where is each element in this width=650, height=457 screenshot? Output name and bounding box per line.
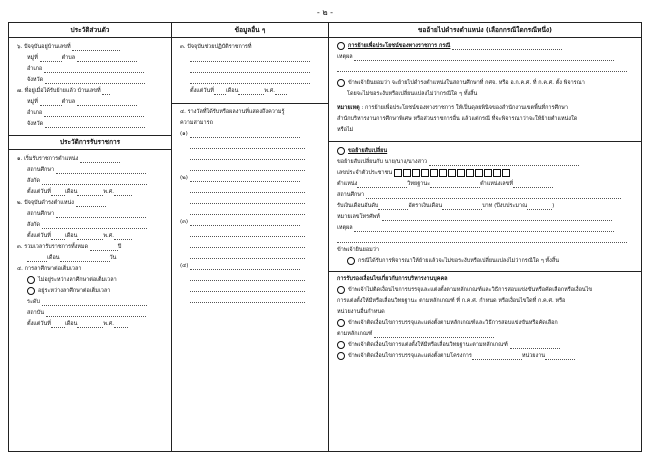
opt1-consent-cont: โดยจะไม่ขอระงับหรือเปลี่ยนแปลงไม่ว่ากรณีใด ๆ ทั้งสิ้น <box>347 91 478 97</box>
hr-option-1[interactable]: ข้าพเจ้าไม่ติดเงื่อนไขการบรรจุและแต่งตั้งตามหลักเกณฑ์และวิธีการสอบแข่งขันหรือคัดเลือกหรือเงื่อนไข <box>329 285 641 296</box>
official-benefit-option[interactable]: การย้ายเพื่อประโยชน์ของทางราชการ กรณี <box>329 41 641 52</box>
award-item-3-line[interactable] <box>172 250 328 261</box>
award-item-2-line[interactable] <box>172 195 328 206</box>
transfer-request-header: ขออ้ายไปดำรงตำแหน่ง (เลือกกรณีใดกรณีหนึ่ง) <box>329 23 641 38</box>
swap-consent-label: ข้าพเจ้ายินยอมว่า <box>337 247 379 253</box>
total-service[interactable]: ๓. รวมเวลารับราชการทั้งหมด ปี <box>17 244 122 250</box>
award-item-2[interactable]: (๒) <box>172 173 328 184</box>
swap-option[interactable]: ขอย้ายสับเปลี่ยน <box>329 146 641 157</box>
start-position[interactable]: ๑. เริ่มรับราชการตำแหน่ง <box>9 154 171 165</box>
hr-option-1-cont2: หน่วยงานอื่นกำหนด <box>337 309 385 315</box>
opt1-consent[interactable]: ข้าพเจ้ายินยอมว่า จะย้ายไปดำรงตำแหน่งในสถานศึกษาที่ กศจ. หรือ อ.ก.ค.ศ. ที่ ก.ค.ศ. ตั้ง พิจารณา <box>329 78 641 89</box>
personal-history-column <box>9 23 172 451</box>
award-item-4-line[interactable] <box>172 272 328 283</box>
addr-amphoe[interactable]: อำเภอ <box>9 64 171 75</box>
assisting-date[interactable]: ตั้งแต่วันที่ เดือน พ.ศ. <box>172 86 328 97</box>
transfer-request-column <box>329 23 641 451</box>
new-addr-province[interactable]: จังหวัด <box>9 119 171 130</box>
swap-reason-line[interactable] <box>329 234 641 245</box>
start-affiliation[interactable]: สังกัด <box>9 176 171 187</box>
start-school[interactable]: สถานศึกษา <box>9 165 171 176</box>
radio-icon[interactable] <box>337 42 345 50</box>
radio-icon[interactable] <box>337 352 345 360</box>
radio-icon[interactable] <box>347 257 355 265</box>
opt1-note-2: สำนักบริหารงานการศึกษาพิเศษ หรือส่วนราชการอื่น แล้วแต่กรณี ที่จะพิจารณาว่าจะให้ย้ายตำแหน่งใด <box>337 116 578 122</box>
current-school[interactable]: สถานศึกษา <box>9 209 171 220</box>
addr-moo[interactable]: หมู่ที่ ตำบล <box>9 53 171 64</box>
current-position[interactable]: ๒. ปัจจุบันดำรงตำแหน่ง <box>9 198 171 209</box>
study-level[interactable]: ระดับ <box>9 297 171 308</box>
awards-label-1: ๔. รางวัลที่ได้รับหรือผลงานที่แสดงถึงความรู้ <box>180 109 285 115</box>
personal-history-header: ประวัติส่วนตัว <box>9 23 171 38</box>
hr-option-2-cont[interactable]: ตามหลักเกณฑ์ <box>329 329 641 340</box>
radio-icon[interactable] <box>27 276 35 284</box>
page-number: - ๒ - <box>316 8 334 17</box>
other-info-column <box>172 23 329 451</box>
start-date[interactable]: ตั้งแต่วันที่ เดือน พ.ศ. <box>9 187 171 198</box>
award-item-3-line[interactable] <box>172 228 328 239</box>
radio-icon[interactable] <box>337 319 345 327</box>
swap-with[interactable]: ขอย้ายสับเปลี่ยนกับ นาย/นาง/นางสาว <box>329 157 641 168</box>
swap-salary[interactable]: รับเงินเดือนอันดับ อัตราเงินเดือน บาท (ปีงบประมาณ ) <box>337 203 555 209</box>
award-item-3[interactable]: (๓) <box>172 217 328 228</box>
study-date[interactable]: ตั้งแต่วันที่ เดือน พ.ศ. <box>9 319 171 330</box>
radio-icon[interactable] <box>337 341 345 349</box>
form-table <box>8 22 642 452</box>
award-item-2-line[interactable] <box>172 206 328 217</box>
radio-icon[interactable] <box>27 287 35 295</box>
hr-condition-title: การรับรองเงื่อนไขเกี่ยวกับการบริหารงานบุคคล <box>337 276 448 282</box>
award-item-4[interactable]: (๔) <box>172 261 328 272</box>
swap-reason[interactable]: เหตุผล <box>329 223 641 234</box>
opt1-note-1: หมายเหตุ : การย้ายเพื่อประโยชน์ของทางราชการ ให้เป็นดุลยพินิจของสำนักงานเขตพื้นที่การศึกษา <box>337 105 568 111</box>
study-leave-label: ๔. การลาศึกษาต่อเต็มเวลา <box>17 266 82 272</box>
hr-option-1-cont: การแต่งตั้งให้มีหรือเลื่อนวิทยฐานะ ตามหลักเกณฑ์ ที่ ก.ค.ศ. กำหนด หรือเงื่อนไขใดที่ ก.ค.ศ. หรือ <box>337 298 566 304</box>
other-info-header: ข้อมูลอื่น ๆ <box>172 23 328 38</box>
hr-option-3[interactable]: ข้าพเจ้าติดเงื่อนไขการแต่งตั้งให้มีหรือเลื่อนวิทยฐานะตามหลักเกณฑ์ <box>329 340 641 351</box>
total-service-month-day[interactable]: เดือน วัน <box>9 253 171 264</box>
radio-icon[interactable] <box>337 79 345 87</box>
new-addr-moo[interactable]: หมู่ที่ ตำบล <box>9 97 171 108</box>
radio-icon[interactable] <box>337 147 345 155</box>
opt1-reason-line[interactable] <box>329 63 641 74</box>
swap-position[interactable]: ตำแหน่ง วิทยฐานะ ตำแหน่งเลขที่ <box>329 179 641 190</box>
award-item-3-line[interactable] <box>172 239 328 250</box>
swap-phone[interactable]: หมายเลขโทรศัพท์ <box>329 212 641 223</box>
assisting-line-1[interactable] <box>172 53 328 64</box>
swap-school[interactable]: สถานศึกษา <box>329 190 641 201</box>
award-item-4-line[interactable] <box>172 283 328 294</box>
award-item-1[interactable]: (๑) <box>172 129 328 140</box>
award-item-1-line[interactable] <box>172 140 328 151</box>
assisting-line-2[interactable] <box>172 64 328 75</box>
study-institute[interactable]: สถาบัน <box>9 308 171 319</box>
radio-icon[interactable] <box>337 286 345 294</box>
assisting-line-3[interactable] <box>172 75 328 86</box>
swap-id-number[interactable]: เลขประจำตัวประชาชน <box>329 168 641 179</box>
service-history-header: ประวัติการรับราชการ <box>9 136 171 150</box>
on-study-leave-option[interactable]: อยู่ระหว่างลาศึกษาต่อเต็มเวลา <box>9 286 171 297</box>
hr-option-4[interactable]: ข้าพเจ้าติดเงื่อนไขการบรรจุและแต่งตั้งตามโครงการ หน่วยงาน <box>329 351 641 362</box>
opt1-note-3: หรือไม่ <box>337 127 354 133</box>
new-addr-house-no[interactable]: ๗. ที่อยู่เมื่อได้รับย้ายแล้ว บ้านเลขที่ <box>9 86 171 97</box>
award-item-1-line[interactable] <box>172 151 328 162</box>
current-date[interactable]: ตั้งแต่วันที่ เดือน พ.ศ. <box>9 231 171 242</box>
award-item-4-line[interactable] <box>172 294 328 305</box>
not-on-study-leave-option[interactable]: ไม่อยู่ระหว่างลาศึกษาต่อเต็มเวลา <box>9 275 171 286</box>
swap-consent-option[interactable]: กรณีได้รับการพิจารณาให้ย้ายแล้วจะไม่ขอระงับหรือเปลี่ยนแปลงไม่ว่ากรณีใด ๆ ทั้งสิ้น <box>329 256 641 267</box>
hr-option-2[interactable]: ข้าพเจ้าติดเงื่อนไขการบรรจุและแต่งตั้งตามหลักเกณฑ์และวิธีการสอบแข่งขันหรือคัดเลือก <box>329 318 641 329</box>
addr-house-no[interactable]: ๖. ปัจจุบันอยู่บ้านเลขที่ <box>9 42 171 53</box>
award-item-1-line[interactable] <box>172 162 328 173</box>
awards-label-2: ความสามารถ <box>180 120 213 126</box>
current-assisting-label: ๓. ปัจจุบันช่วยปฏิบัติราชการที่ <box>180 44 252 50</box>
award-item-2-line[interactable] <box>172 184 328 195</box>
opt1-reason[interactable]: เหตุผล <box>329 52 641 63</box>
addr-province[interactable]: จังหวัด <box>9 75 171 86</box>
current-affiliation[interactable]: สังกัด <box>9 220 171 231</box>
new-addr-amphoe[interactable]: อำเภอ <box>9 108 171 119</box>
